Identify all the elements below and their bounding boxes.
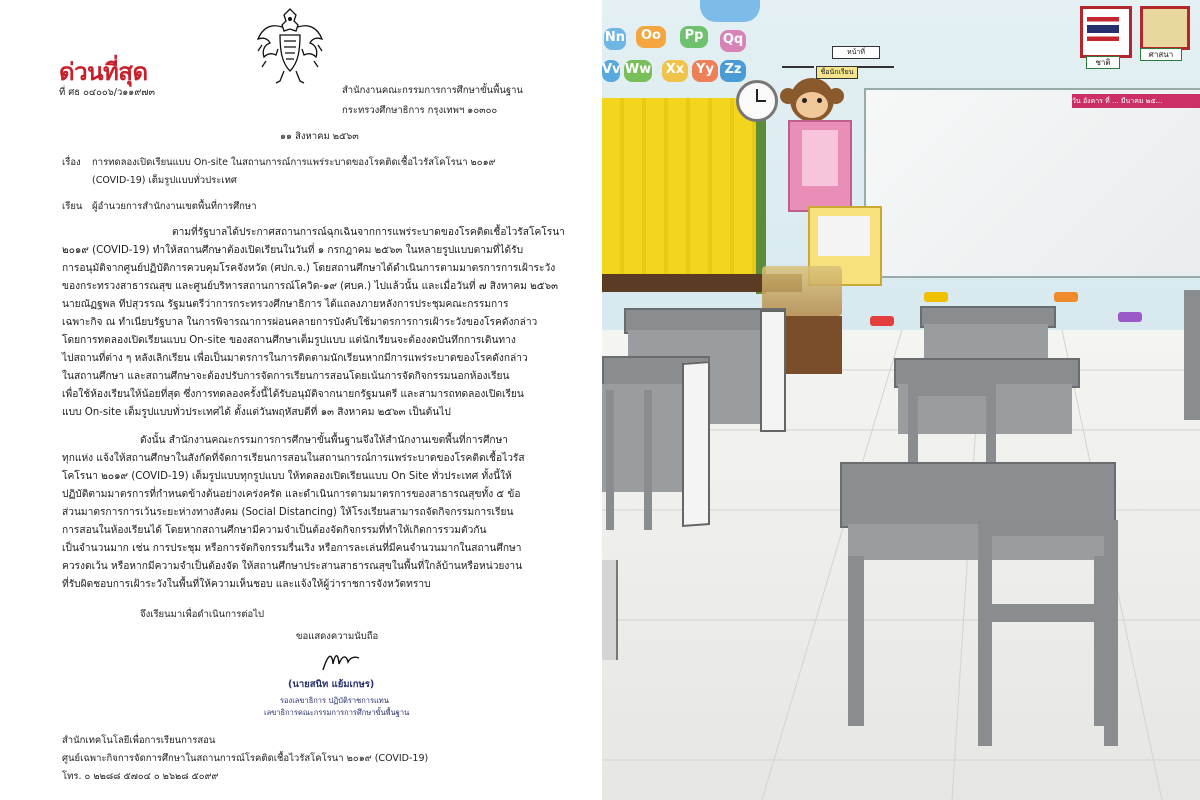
wall-clock-icon [736,80,778,122]
alphabet-card: Nn [604,28,626,50]
alphabet-card: Qq [720,30,746,52]
pink-display-board [788,120,852,212]
paragraph-line: เฉพาะกิจ ณ ทำเนียบรัฐบาล ในการพิจารณาการผ่อนคลายการบังคับใช้มาตรการการเฝ้าระวังของโรคดังกล่าว [62,317,538,328]
desk-side-panel [1184,290,1200,420]
paragraph-line: ปฏิบัติตามมาตรการที่กำหนดข้างต้นอย่างเคร่งครัด และดำเนินการตามมาตรการของสาธารณสุขทั้ง ๕ ข้อ [62,489,521,500]
chair-seat [978,604,1118,622]
paragraph-line: ที่รับผิดชอบการเฝ้าระวังในพื้นที่ให้ความเห็นชอบ และแจ้งให้ผู้ว่าราชการจังหวัดทราบ [62,579,431,590]
signer-name: (นายสนิท แย้มเกษร) [288,679,375,690]
chair [978,520,1118,746]
issuer-line-1: สำนักงานคณะกรรมการการศึกษาขั้นพื้นฐาน [342,85,523,96]
office-line-2: ศูนย์เฉพาะกิจการจัดการศึกษาในสถานการณ์โรคติดเชื้อไวรัสโคโรนา ๒๐๑๙ (COVID-19) [62,753,429,764]
paragraph-line: แบบ On-site เต็มรูปแบบทั่วประเทศได้ ตั้งแต่วันพฤหัสบดีที่ ๑๓ สิงหาคม ๒๕๖๓ เป็นต้นไป [62,407,451,418]
alphabet-card: Oo [636,26,666,48]
paragraph-line: การอนุมัติจากศูนย์ปฏิบัติการควบคุมโรคจังหวัด (ศปก.จ.) โดยสถานศึกษาได้ดำเนินการตามมาตรการการเฝ้าระวัง [62,263,556,274]
wall-sticker [1054,292,1078,302]
date-strip: วัน อังคาร ที่ ... มีนาคม ๒๕... [1072,94,1200,108]
signer-title-1: รองเลขาธิการ ปฏิบัติราชการแทน [280,696,389,705]
alphabet-card: Pp [680,26,708,48]
handwritten-signature [320,648,362,674]
paragraph-line: ทุกแห่ง แจ้งให้สถานศึกษาในสังกัดที่จัดการเรียนการสอนในสถานการณ์การแพร่ระบาดของโรคติดเชื้อไวรัส [62,453,525,464]
closing-request: จึงเรียนมาเพื่อดำเนินการต่อไป [140,609,265,620]
paragraph-line: โดยการทดลองเปิดเรียนแบบ On-site ของสถานศึกษาเต็มรูปแบบ แต่นักเรียนจะต้องงดบันทึกการเดินทาง [62,335,516,346]
paragraph-line: ในสถานศึกษา และสถานศึกษาจะต้องปรับการจัดการเรียนการสอนโดยเน้นการจัดกิจกรรมนอกห้องเรียน [62,371,510,382]
paragraph-line: เพื่อใช้ห้องเรียนให้น้อยที่สุด ซึ่งการทดลองครั้งนี้ได้รับอนุมัติจากนายกรัฐมนตรี และสามารถทดลองเปิดเรียน [62,389,524,400]
class-label: ชื่อนักเรียน [816,66,858,79]
wall-sticker [1118,312,1142,322]
paragraph-line: ๒๐๑๙ (COVID-19) ทำให้สถานศึกษาต้องเปิดเรียนในวันที่ ๑ กรกฎาคม ๒๕๖๓ ในหลายรูปแบบตามที่ได้รับ [62,245,524,256]
paragraph-line: ดังนั้น สำนักงานคณะกรรมการการศึกษาขั้นพื้นฐานจึงให้สำนักงานเขตพื้นที่การศึกษา [140,435,509,446]
paragraph-line: ควรงดเว้น หรือหากมีความจำเป็นต้องจัด ให้สถานศึกษาประสานสาธารณสุขในพื้นที่ใกล้บ้านหรือหน่วยงาน [62,561,523,572]
alphabet-card: Xx [662,60,688,82]
paragraph-line: นายณัฏฐพล ทีปสุวรรณ รัฐมนตรีว่าการกระทรวงศึกษาธิการ ได้แถลงภายหลังการประชุมคณะกรรมการ [62,299,509,310]
board-label: ชาติ [1086,56,1120,69]
alphabet-card: Ww [624,60,652,82]
paragraph-line: ของกระทรวงสาธารณสุข และศูนย์บริหารสถานการณ์โควิด-๑๙ (ศบค.) ไปแล้วนั้น และเมื่อวันที่ ๗ สิงหาคม ๒๕๖๓ [62,281,558,292]
paragraph-line: โคโรนา ๒๐๑๙ (COVID-19) เต็มรูปแบบทุกรูปแบบ ให้ทดลองเปิดเรียนแบบ On Site ทั่วประเทศ ทั้งนี้ให้ [62,471,512,482]
chair [606,390,652,530]
office-line-1: สำนักเทคโนโลยีเพื่อการเรียนการสอน [62,735,216,746]
phone-line: โทร. ๐ ๒๒๘๘ ๕๗๐๔ ๐ ๒๖๒๘ ๕๐๙๙ [62,771,219,782]
alphabet-card: Zz [720,60,746,82]
desk-leg [848,556,864,726]
salutation-label: เรียน [62,201,83,212]
desk-side-panel [760,310,786,432]
alphabet-card: Vv [602,60,620,82]
letter-date: ๑๑ สิงหาคม ๒๕๖๓ [280,131,359,142]
desk [840,462,1116,528]
class-label: หน้าที่ [832,46,880,59]
paragraph-line: ส่วนมาตรการการเว้นระยะห่างทางสังคม (Social Distancing) ให้โรงเรียนสามารถจัดกิจกรรมการเรียน [62,507,514,518]
monkey-decoration [780,78,844,126]
whiteboard [864,88,1200,278]
empty-classroom-photo [602,0,1200,800]
alphabet-card: Yy [692,60,718,82]
framed-picture [1140,6,1190,50]
closing-phrase: ขอแสดงความนับถือ [296,631,379,642]
reference-number: ที่ ศธ ๐๔๐๐๖/ว๑๑๙๗๓ [59,87,155,98]
yellow-curtain [602,98,756,274]
garuda-emblem-icon [254,5,326,87]
signer-title-2: เลขาธิการคณะกรรมการการศึกษาขั้นพื้นฐาน [264,708,410,717]
desk-side-panel [682,361,710,527]
thai-flag-picture [1080,6,1132,58]
urgency-stamp: ด่วนที่สุด [59,57,148,86]
subject-label: เรื่อง [62,157,81,168]
desk-side-panel [602,560,618,660]
desk-body [924,324,1048,360]
label-card [858,66,894,68]
label-card [782,66,814,68]
wall-sticker [870,316,894,326]
salutation-text: ผู้อำนวยการสำนักงานเขตพื้นที่การศึกษา [92,201,257,212]
wall-sticker [924,292,948,302]
board-label: ศาสนา [1140,48,1182,61]
subject-line-2: (COVID-19) เต็มรูปแบบทั่วประเทศ [92,175,237,186]
cloud-decoration [700,0,760,22]
paragraph-line: การสอนในห้องเรียนได้ โดยหากสถานศึกษามีความจำเป็นต้องจัดกิจกรรมที่ทำให้เกิดการรวมตัวกัน [62,525,487,536]
issuer-line-2: กระทรวงศึกษาธิการ กรุงเทพฯ ๑๐๓๐๐ [342,105,498,116]
paragraph-line: เป็นจำนวนมาก เช่น การประชุม หรือการจัดกิจกรรมรื่นเริง หรือการละเล่นที่มีคนจำนวนมากในสถานศึกษา [62,543,522,554]
paragraph-line: ตามที่รัฐบาลได้ประกาศสถานการณ์ฉุกเฉินจากการแพร่ระบาดของโรคติดเชื้อไวรัสโคโรนา [172,227,565,238]
subject-line-1: การทดลองเปิดเรียนแบบ On-site ในสถานการณ์การแพร่ระบาดของโรคติดเชื้อไวรัสโคโรนา ๒๐๑๙ [92,157,496,168]
paragraph-line: ไปสถานที่ต่าง ๆ หลังเลิกเรียน เพื่อเป็นมาตรการในการติดตามนักเรียนหากมีการแพร่ระบาดของโรคดังกล่าว [62,353,528,364]
back-shelf [778,316,842,374]
chair [908,384,996,472]
